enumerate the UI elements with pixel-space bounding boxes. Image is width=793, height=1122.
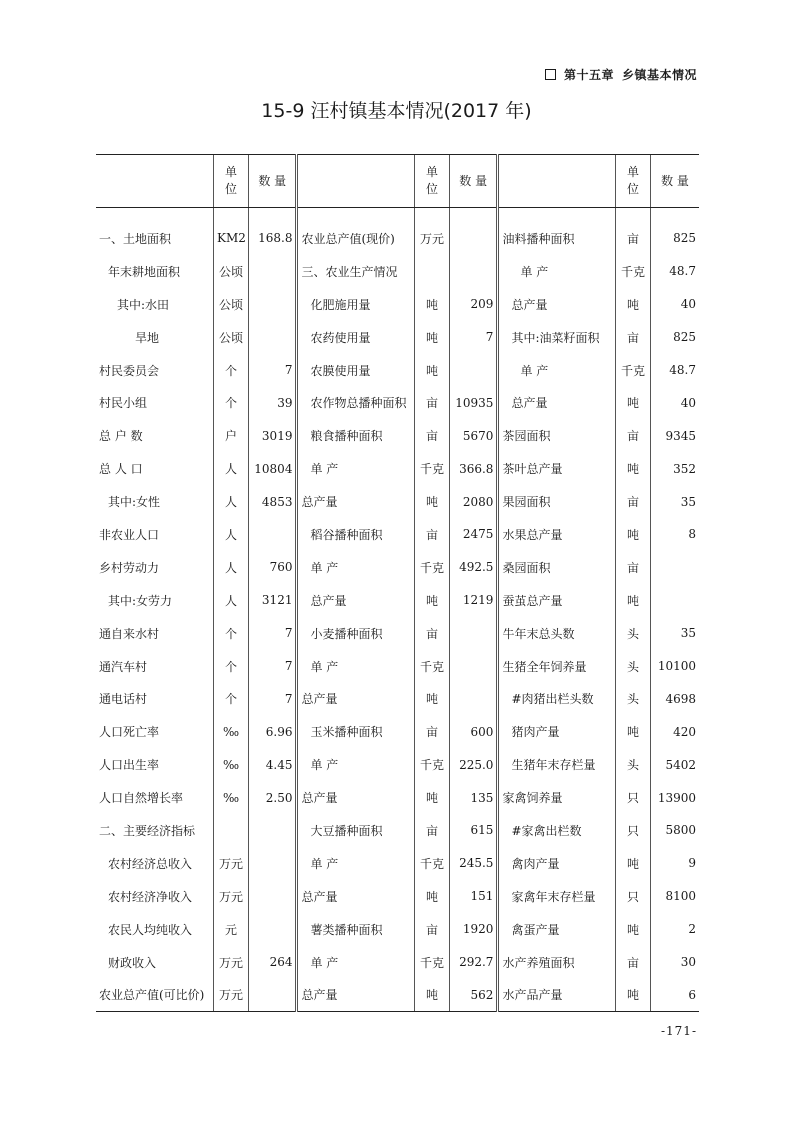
item-name-cell: 农村经济净收入 [108, 889, 193, 904]
quantity-cell: 7 [249, 682, 297, 715]
table-row [96, 978, 699, 1011]
quantity-cell: 7 [249, 617, 297, 650]
unit-cell: 个 [214, 617, 249, 650]
header-quantity-1: 数 量 [249, 155, 297, 208]
table-row [96, 288, 699, 321]
quantity-cell: 10935 [450, 386, 498, 419]
quantity-cell: 30 [650, 946, 699, 979]
quantity-cell: 366.8 [450, 452, 498, 485]
quantity-cell [249, 880, 297, 913]
quantity-cell: 168.8 [249, 208, 297, 255]
unit-cell: 亩 [414, 386, 449, 419]
unit-cell [414, 255, 449, 288]
unit-cell: 公顷 [214, 321, 249, 354]
quantity-cell: 209 [450, 288, 498, 321]
item-name-cell: 单 产 [297, 650, 415, 683]
header-unit-2: 单 位 [414, 155, 449, 208]
unit-cell: 万元 [214, 847, 249, 880]
quantity-cell: 3019 [249, 419, 297, 452]
table-row [96, 715, 699, 748]
unit-cell: 亩 [414, 419, 449, 452]
table-row [96, 208, 699, 255]
quantity-cell: 35 [650, 485, 699, 518]
item-name-cell: 农民人均纯收入 [108, 922, 193, 937]
item-name-cell: 生猪全年饲养量 [498, 650, 616, 683]
item-name-cell: 生猪年末存栏量 [498, 748, 616, 781]
item-name-cell: 单 产 [297, 847, 415, 880]
table-row [96, 419, 699, 452]
quantity-cell: 3121 [249, 584, 297, 617]
item-name-cell: 化肥施用量 [297, 288, 415, 321]
table-row [96, 880, 699, 913]
item-name-cell: 禽肉产量 [498, 847, 616, 880]
unit-cell: 吨 [615, 715, 650, 748]
quantity-cell [249, 814, 297, 847]
item-name-cell: 二、主要经济指标 [99, 823, 196, 838]
item-name-cell: 单 产 [297, 748, 415, 781]
unit-cell: 千克 [414, 946, 449, 979]
table-row [96, 485, 699, 518]
unit-cell [214, 814, 249, 847]
quantity-cell: 135 [450, 781, 498, 814]
quantity-cell: 352 [650, 452, 699, 485]
quantity-cell: 9 [650, 847, 699, 880]
unit-cell: 吨 [615, 584, 650, 617]
quantity-cell [650, 551, 699, 584]
section-label: 乡镇基本情况 [621, 68, 697, 82]
unit-cell: 个 [214, 386, 249, 419]
unit-cell: 吨 [615, 978, 650, 1011]
table-row [96, 551, 699, 584]
quantity-cell: 292.7 [450, 946, 498, 979]
quantity-cell: 10100 [650, 650, 699, 683]
unit-cell: 亩 [615, 419, 650, 452]
item-name-cell: 家禽饲养量 [498, 781, 616, 814]
item-name-cell: 通自来水村 [99, 626, 160, 641]
quantity-cell [249, 288, 297, 321]
unit-cell: 亩 [414, 518, 449, 551]
item-name-cell: 财政收入 [108, 955, 157, 970]
unit-cell: 万元 [214, 880, 249, 913]
unit-cell: 公顷 [214, 288, 249, 321]
quantity-cell: 2 [650, 913, 699, 946]
item-name-cell: 乡村劳动力 [99, 560, 160, 575]
unit-cell: 吨 [414, 584, 449, 617]
quantity-cell [450, 682, 498, 715]
quantity-cell: 6.96 [249, 715, 297, 748]
table-row [96, 617, 699, 650]
item-name-cell: 小麦播种面积 [297, 617, 415, 650]
unit-cell: 吨 [414, 485, 449, 518]
quantity-cell [249, 321, 297, 354]
quantity-cell: 4.45 [249, 748, 297, 781]
item-name-cell: 通汽车村 [99, 659, 148, 674]
unit-cell: 头 [615, 682, 650, 715]
item-name-cell: 茶园面积 [498, 419, 616, 452]
quantity-cell: 7 [450, 321, 498, 354]
quantity-cell: 40 [650, 386, 699, 419]
page-title: 15-9 汪村镇基本情况(2017 年) [261, 100, 532, 122]
unit-cell: 只 [615, 880, 650, 913]
unit-cell: 吨 [414, 781, 449, 814]
table-row [96, 452, 699, 485]
unit-cell: 千克 [414, 650, 449, 683]
quantity-cell: 2.50 [249, 781, 297, 814]
quantity-cell: 6 [650, 978, 699, 1011]
unit-cell: 亩 [414, 715, 449, 748]
table-row [96, 321, 699, 354]
item-name-cell: 非农业人口 [99, 527, 160, 542]
unit-cell: 千克 [414, 551, 449, 584]
item-name-cell: 大豆播种面积 [297, 814, 415, 847]
item-name-cell: 粮食播种面积 [297, 419, 415, 452]
quantity-cell: 4853 [249, 485, 297, 518]
unit-cell: ‰ [214, 748, 249, 781]
unit-cell: 个 [214, 650, 249, 683]
header-quantity-3: 数 量 [650, 155, 699, 208]
quantity-cell: 10804 [249, 452, 297, 485]
quantity-cell: 13900 [650, 781, 699, 814]
item-name-cell: 其中:女劳力 [108, 593, 173, 608]
table-row [96, 781, 699, 814]
unit-cell: 户 [214, 419, 249, 452]
unit-cell: 吨 [615, 847, 650, 880]
unit-cell: 吨 [414, 978, 449, 1011]
unit-cell: 吨 [414, 321, 449, 354]
quantity-cell [450, 354, 498, 387]
square-icon [545, 69, 556, 80]
quantity-cell [249, 978, 297, 1011]
item-name-cell: 农村经济总收入 [108, 856, 193, 871]
item-name-cell: 三、农业生产情况 [297, 255, 415, 288]
item-name-cell: 单 产 [297, 946, 415, 979]
item-name-cell: 总产量 [498, 288, 616, 321]
quantity-cell: 615 [450, 814, 498, 847]
quantity-cell: 600 [450, 715, 498, 748]
unit-cell: 吨 [414, 682, 449, 715]
unit-cell: 头 [615, 650, 650, 683]
item-name-cell: 一、土地面积 [99, 231, 172, 246]
quantity-cell: 48.7 [650, 354, 699, 387]
item-name-cell: 人口自然增长率 [99, 791, 184, 806]
item-name-cell: 总产量 [297, 781, 415, 814]
header-item-1 [96, 155, 214, 208]
unit-cell: 吨 [615, 288, 650, 321]
item-name-cell: 农膜使用量 [297, 354, 415, 387]
quantity-cell: 7 [249, 354, 297, 387]
unit-cell: 人 [214, 551, 249, 584]
quantity-cell: 5670 [450, 419, 498, 452]
quantity-cell: 562 [450, 978, 498, 1011]
item-name-cell: 年末耕地面积 [108, 264, 181, 279]
unit-cell: 亩 [615, 208, 650, 255]
quantity-cell: 9345 [650, 419, 699, 452]
quantity-cell: 1920 [450, 913, 498, 946]
quantity-cell: 825 [650, 321, 699, 354]
quantity-cell: 225.0 [450, 748, 498, 781]
item-name-cell: #肉猪出栏头数 [498, 682, 616, 715]
item-name-cell: 蚕茧总产量 [498, 584, 616, 617]
quantity-cell: 420 [650, 715, 699, 748]
table-row [96, 518, 699, 551]
unit-cell: KM2 [214, 208, 249, 255]
item-name-cell: 薯类播种面积 [297, 913, 415, 946]
unit-cell: 人 [214, 452, 249, 485]
unit-cell: 人 [214, 485, 249, 518]
quantity-cell: 2475 [450, 518, 498, 551]
quantity-cell: 39 [249, 386, 297, 419]
item-name-cell: 其中:水田 [117, 297, 170, 312]
quantity-cell [450, 208, 498, 255]
item-name-cell: 单 产 [498, 255, 616, 288]
item-name-cell: 人口出生率 [99, 758, 160, 773]
item-name-cell: 农作物总播种面积 [297, 386, 415, 419]
unit-cell: 吨 [414, 354, 449, 387]
unit-cell: 个 [214, 682, 249, 715]
unit-cell: 亩 [615, 946, 650, 979]
item-name-cell: 其中:女性 [108, 495, 161, 510]
table-row [96, 354, 699, 387]
item-name-cell: 油料播种面积 [498, 208, 616, 255]
quantity-cell [450, 650, 498, 683]
header-item-2 [297, 155, 415, 208]
table-row [96, 748, 699, 781]
quantity-cell [450, 255, 498, 288]
unit-cell: 亩 [615, 485, 650, 518]
unit-cell: 人 [214, 584, 249, 617]
unit-cell: 亩 [615, 321, 650, 354]
chapter-header [545, 66, 697, 83]
unit-cell: 万元 [414, 208, 449, 255]
unit-cell: 吨 [615, 386, 650, 419]
item-name-cell: 单 产 [498, 354, 616, 387]
item-name-cell: 茶叶总产量 [498, 452, 616, 485]
unit-cell: 吨 [615, 913, 650, 946]
quantity-cell: 5800 [650, 814, 699, 847]
quantity-cell: 825 [650, 208, 699, 255]
quantity-cell [249, 847, 297, 880]
table-row [96, 814, 699, 847]
item-name-cell: 水产品产量 [498, 978, 616, 1011]
header-item-3 [498, 155, 616, 208]
table-row [96, 386, 699, 419]
unit-cell: 亩 [414, 913, 449, 946]
item-name-cell: 农业总产值(现价) [297, 208, 415, 255]
item-name-cell: 单 产 [297, 551, 415, 584]
table-row [96, 847, 699, 880]
quantity-cell: 1219 [450, 584, 498, 617]
item-name-cell: 总 户 数 [99, 429, 143, 444]
item-name-cell: 单 产 [297, 452, 415, 485]
item-name-cell: 农业总产值(可比价) [96, 978, 214, 1011]
quantity-cell: 492.5 [450, 551, 498, 584]
quantity-cell: 8100 [650, 880, 699, 913]
unit-cell: 千克 [615, 354, 650, 387]
unit-cell: ‰ [214, 715, 249, 748]
unit-cell: 吨 [414, 288, 449, 321]
quantity-cell: 264 [249, 946, 297, 979]
table-header-row [96, 155, 699, 208]
unit-cell: 亩 [414, 617, 449, 650]
unit-cell: 吨 [615, 518, 650, 551]
item-name-cell: 总产量 [297, 978, 415, 1011]
quantity-cell: 760 [249, 551, 297, 584]
unit-cell: 元 [214, 913, 249, 946]
item-name-cell: 稻谷播种面积 [297, 518, 415, 551]
quantity-cell: 7 [249, 650, 297, 683]
unit-cell: 千克 [414, 847, 449, 880]
unit-cell: 吨 [414, 880, 449, 913]
item-name-cell: 桑园面积 [498, 551, 616, 584]
quantity-cell: 245.5 [450, 847, 498, 880]
item-name-cell: 其中:油菜籽面积 [498, 321, 616, 354]
chapter-label: 第十五章 [563, 68, 614, 82]
item-name-cell: 家禽年末存栏量 [498, 880, 616, 913]
header-quantity-2: 数 量 [450, 155, 498, 208]
unit-cell: ‰ [214, 781, 249, 814]
item-name-cell: 人口死亡率 [99, 725, 160, 740]
quantity-cell: 5402 [650, 748, 699, 781]
item-name-cell: 村民小组 [99, 396, 148, 411]
item-name-cell: 总产量 [297, 682, 415, 715]
unit-cell: 只 [615, 814, 650, 847]
item-name-cell: 牛年末总头数 [498, 617, 616, 650]
unit-cell: 人 [214, 518, 249, 551]
item-name-cell: 总产量 [498, 386, 616, 419]
table-row [96, 255, 699, 288]
quantity-cell: 2080 [450, 485, 498, 518]
unit-cell: 千克 [414, 452, 449, 485]
table-row [96, 913, 699, 946]
table-row [96, 650, 699, 683]
table-body [96, 208, 699, 1012]
statistics-table [96, 154, 699, 1012]
table-row [96, 584, 699, 617]
quantity-cell: 40 [650, 288, 699, 321]
item-name-cell: 水果总产量 [498, 518, 616, 551]
unit-cell: 只 [615, 781, 650, 814]
unit-cell: 亩 [615, 551, 650, 584]
item-name-cell: 水产养殖面积 [498, 946, 616, 979]
unit-cell: 头 [615, 748, 650, 781]
item-name-cell: 禽蛋产量 [498, 913, 616, 946]
quantity-cell [450, 617, 498, 650]
unit-cell: 千克 [414, 748, 449, 781]
item-name-cell: 果园面积 [498, 485, 616, 518]
item-name-cell: 猪肉产量 [498, 715, 616, 748]
header-unit-1: 单 位 [214, 155, 249, 208]
item-name-cell: 村民委员会 [99, 363, 160, 378]
unit-cell: 万元 [214, 978, 249, 1011]
page-number: -171- [660, 1024, 697, 1038]
item-name-cell: 玉米播种面积 [297, 715, 415, 748]
item-name-cell: #家禽出栏数 [498, 814, 616, 847]
quantity-cell: 4698 [650, 682, 699, 715]
unit-cell: 千克 [615, 255, 650, 288]
unit-cell: 亩 [414, 814, 449, 847]
item-name-cell: 总产量 [297, 880, 415, 913]
quantity-cell [650, 584, 699, 617]
unit-cell: 头 [615, 617, 650, 650]
item-name-cell: 总产量 [297, 485, 415, 518]
quantity-cell [249, 913, 297, 946]
table-row [96, 946, 699, 979]
item-name-cell: 总 人 口 [99, 462, 143, 477]
unit-cell: 个 [214, 354, 249, 387]
item-name-cell: 旱地 [135, 330, 160, 345]
item-name-cell: 总产量 [297, 584, 415, 617]
unit-cell: 吨 [615, 452, 650, 485]
quantity-cell [249, 518, 297, 551]
item-name-cell: 农药使用量 [297, 321, 415, 354]
unit-cell: 万元 [214, 946, 249, 979]
quantity-cell: 151 [450, 880, 498, 913]
item-name-cell: 通电话村 [99, 692, 148, 707]
quantity-cell [249, 255, 297, 288]
quantity-cell: 8 [650, 518, 699, 551]
quantity-cell: 48.7 [650, 255, 699, 288]
unit-cell: 公顷 [214, 255, 249, 288]
table-row [96, 682, 699, 715]
header-unit-3: 单 位 [615, 155, 650, 208]
quantity-cell: 35 [650, 617, 699, 650]
